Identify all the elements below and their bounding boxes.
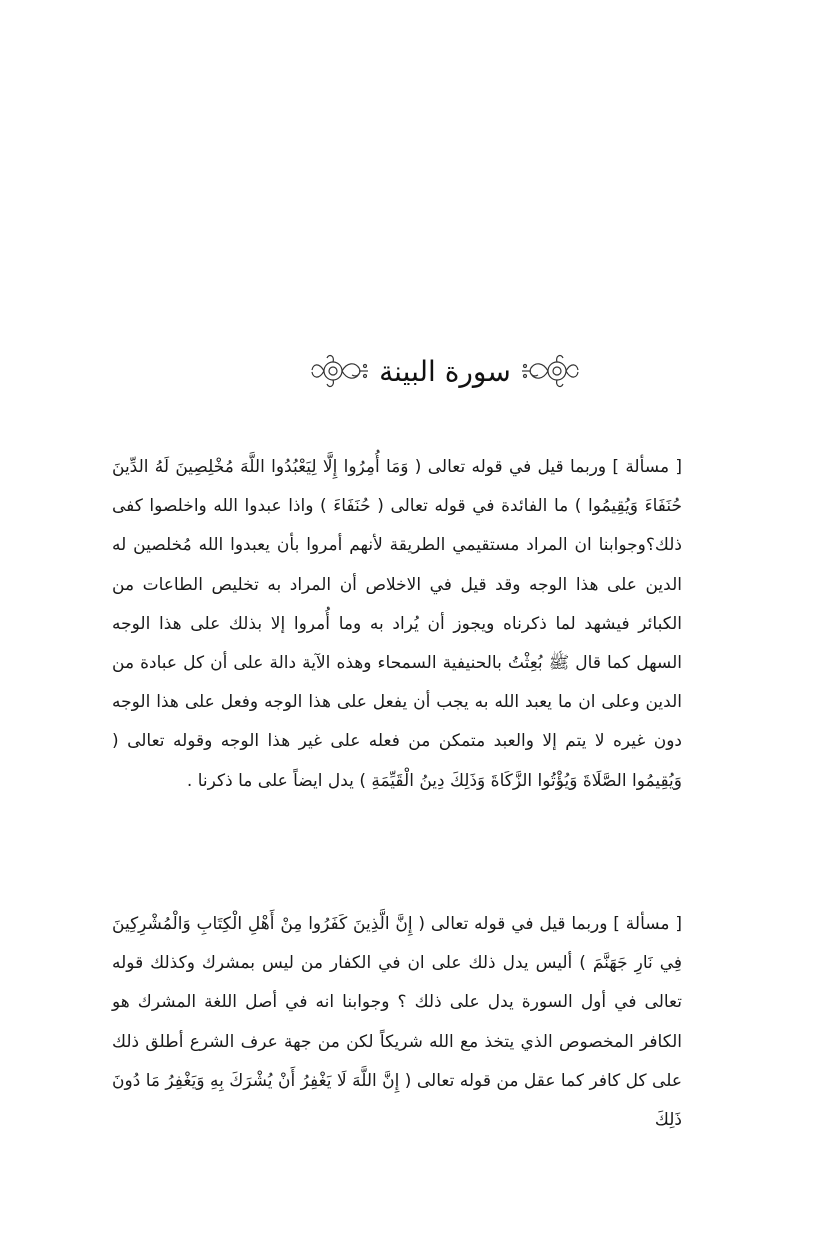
floral-ornament-icon [519,348,581,394]
floral-ornament-icon [309,348,371,394]
paragraph-masala-2: [ مسألة ] وربما قيل في قوله تعالى ( إِنَّ الَّذِينَ كَفَرُوا مِنْ أَهْلِ الْكِتَابِ وَالْمُشْرِكِينَ فِي نَارِ جَهَنَّمَ ) أليس يدل ذلك على ان في الكفار من ليس بمشرك وكذلك قوله تعالى في أول السورة يدل على ذلك ؟ وجوابنا انه في أصل اللغة المشرك هو الكافر المخصوص الذي يتخذ مع الله شريكاً لكن من جهة عرف الشرع أطلق ذلك على كل كافر كما عقل من قوله تعالى ( إِنَّ اللَّهَ لَا يَغْفِرُ أَنْ يُشْرَكَ بِهِ وَيَغْفِرُ مَا دُونَ ذَلِكَ [112,914,682,1131]
paragraph-masala-1: [ مسألة ] وربما قيل في قوله تعالى ( وَمَا أُمِرُوا إِلَّا لِيَعْبُدُوا اللَّهَ مُخْلِصِينَ لَهُ الدِّينَ حُنَفَاءَ وَيُقِيمُوا ) ما الفائدة في قوله تعالى ( حُنَفَاءَ ) واذا عبدوا الله واخلصوا كفى ذلك؟وجوابنا ان المراد مستقيمي الطريقة لأنهم أمروا بأن يعبدوا الله مُخلصين له الدين على هذا الوجه وقد قيل في الاخلاص أن المراد به تخليص الطاعات من الكبائر فيشهد لما ذكرناه ويجوز أن يُراد به وما أُمروا إلا بذلك على هذا الوجه السهل كما قال ﷺ بُعِثْتُ بالحنيفية السمحاء وهذه الآية دالة على أن كل عبادة من الدين وعلى ان ما يعبد الله به يجب أن يفعل على هذا الوجه وفعل على هذا الوجه دون غيره لا يتم إلا والعبد متمكن من فعله على غير هذا الوجه وقوله تعالى ( وَيُقِيمُوا الصَّلَاةَ وَيُؤْتُوا الزَّكَاةَ وَذَلِكَ دِينُ الْقَيِّمَةِ ) يدل ايضاً على ما ذكرنا . [112,457,682,791]
surah-title: سورة البينة [379,354,511,388]
surah-header [300,340,590,402]
